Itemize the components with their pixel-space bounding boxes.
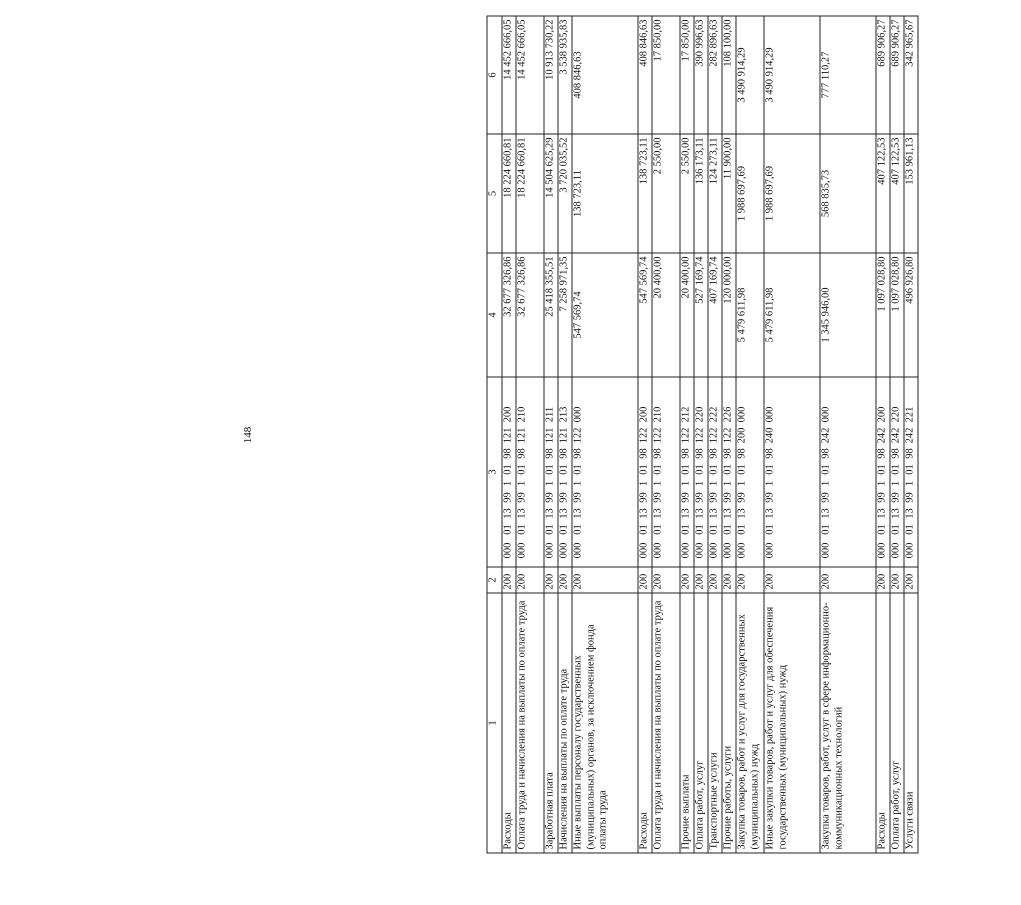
code-segment: 98 (876, 447, 888, 459)
header-row (487, 16, 502, 853)
row-name: Расходы (638, 593, 652, 853)
row-group-code: 200 (904, 567, 918, 593)
code-segment: 99 (722, 491, 734, 503)
row-value-col4: 527 169,74 (694, 253, 708, 377)
code-segment: 99 (890, 491, 902, 503)
code-segment: 01 (516, 523, 528, 535)
code-segment: 99 (572, 491, 584, 503)
code-segment: 99 (502, 491, 514, 503)
row-value-col6: 10 913 730,22 (544, 16, 558, 134)
code-segment: 13 (722, 507, 734, 519)
row-classification-code (904, 377, 918, 567)
row-classification-code (694, 377, 708, 567)
code-segment: 99 (516, 491, 528, 503)
table-row (502, 16, 516, 853)
row-classification-code (652, 377, 680, 567)
code-segment: 121 (558, 427, 570, 443)
code-segment: 000 (764, 542, 776, 558)
row-value-col4: 1 097 028,80 (890, 253, 904, 377)
row-value-col6: 3 490 914,29 (764, 16, 820, 134)
row-value-col5: 407 122,53 (876, 134, 890, 253)
code-segment: 121 (516, 427, 528, 443)
row-value-col4: 547 569,74 (572, 253, 638, 377)
code-segment: 01 (694, 463, 706, 475)
code-segment: 99 (736, 491, 748, 503)
row-value-col6: 689 906,27 (890, 16, 904, 134)
row-value-col6: 408 846,63 (572, 16, 638, 134)
row-group-code: 200 (694, 567, 708, 593)
code-segment: 01 (708, 463, 720, 475)
row-value-col4: 407 169,74 (708, 253, 722, 377)
code-segment: 122 (638, 427, 650, 443)
row-value-col4: 1 097 028,80 (876, 253, 890, 377)
code-segment: 99 (680, 491, 692, 503)
code-segment: 000 (708, 542, 720, 558)
code-segment: 1 (764, 480, 776, 486)
code-segment: 01 (694, 523, 706, 535)
code-segment: 01 (544, 463, 556, 475)
row-name: Расходы (876, 593, 890, 853)
table-row (638, 16, 652, 853)
code-segment: 98 (516, 447, 528, 459)
row-name: Транспортные услуги (708, 593, 722, 853)
code-segment: 000 (904, 542, 916, 558)
code-segment: 13 (764, 507, 776, 519)
code-segment: 01 (544, 523, 556, 535)
row-value-col5: 18 224 660,81 (502, 134, 516, 253)
code-segment: 99 (652, 491, 664, 503)
code-segment: 01 (736, 523, 748, 535)
row-value-col5: 1 988 697,69 (764, 134, 820, 253)
code-segment: 242 (876, 427, 888, 443)
code-segment: 98 (572, 447, 584, 459)
row-group-code: 200 (890, 567, 904, 593)
code-segment: 01 (876, 523, 888, 535)
code-segment: 121 (544, 427, 556, 443)
code-segment: 98 (820, 447, 832, 459)
code-segment: 01 (890, 523, 902, 535)
row-value-col5: 18 224 660,81 (516, 134, 544, 253)
row-value-col4: 1 345 946,00 (820, 253, 876, 377)
code-segment: 122 (652, 427, 664, 443)
row-classification-code (638, 377, 652, 567)
code-segment: 98 (638, 447, 650, 459)
code-segment: 01 (680, 463, 692, 475)
row-classification-code (680, 377, 694, 567)
code-segment: 98 (694, 447, 706, 459)
code-segment: 99 (904, 491, 916, 503)
code-segment: 01 (516, 463, 528, 475)
code-segment: 200 (736, 427, 748, 443)
row-value-col5: 153 961,13 (904, 134, 918, 253)
code-segment: 242 (904, 427, 916, 443)
table-row (572, 16, 638, 853)
code-segment: 1 (708, 480, 720, 486)
code-segment: 13 (516, 507, 528, 519)
row-classification-code (722, 377, 736, 567)
row-value-col4: 20 400,00 (680, 253, 694, 377)
row-group-code: 200 (736, 567, 764, 593)
table-row (516, 16, 544, 853)
code-segment: 000 (558, 542, 570, 558)
code-segment: 99 (764, 491, 776, 503)
code-segment: 13 (708, 507, 720, 519)
table-row (558, 16, 572, 853)
row-value-col6: 3 538 935,83 (558, 16, 572, 134)
code-segment: 13 (544, 507, 556, 519)
table-row (544, 16, 558, 853)
table-row (694, 16, 708, 853)
row-group-code: 200 (638, 567, 652, 593)
code-segment: 98 (708, 447, 720, 459)
code-segment: 01 (652, 463, 664, 475)
code-segment: 01 (890, 463, 902, 475)
row-value-col5: 3 720 035,52 (558, 134, 572, 253)
code-segment: 13 (638, 507, 650, 519)
row-group-code: 200 (572, 567, 638, 593)
row-group-code: 200 (708, 567, 722, 593)
code-segment: 000 (572, 406, 584, 422)
row-value-col6: 408 846,63 (638, 16, 652, 134)
code-segment: 01 (558, 523, 570, 535)
code-segment: 121 (502, 427, 514, 443)
row-name: Закупка товаров, работ, услуг в сфере информационно-коммуникационных технологий (820, 593, 876, 853)
code-segment: 240 (764, 427, 776, 443)
row-classification-code (708, 377, 722, 567)
code-segment: 01 (638, 463, 650, 475)
row-classification-code (890, 377, 904, 567)
code-segment: 242 (890, 427, 902, 443)
code-segment: 98 (558, 447, 570, 459)
row-value-col5: 136 173,11 (694, 134, 708, 253)
row-name: Прочие работы, услуги (722, 593, 736, 853)
code-segment: 99 (876, 491, 888, 503)
code-segment: 98 (904, 447, 916, 459)
code-segment: 122 (722, 427, 734, 443)
row-classification-code (876, 377, 890, 567)
column-header: 2 (487, 567, 502, 593)
code-segment: 98 (890, 447, 902, 459)
code-segment: 200 (502, 406, 514, 422)
row-name: Иные выплаты персоналу государственных (муниципальных) органов, за исключением фонда оплаты труда (572, 593, 638, 853)
row-value-col5: 138 723,11 (638, 134, 652, 253)
code-segment: 99 (558, 491, 570, 503)
table-row (652, 16, 680, 853)
code-segment: 1 (904, 480, 916, 486)
code-segment: 213 (558, 406, 570, 422)
code-segment: 210 (516, 406, 528, 422)
row-value-col4: 5 479 611,98 (764, 253, 820, 377)
code-segment: 000 (890, 542, 902, 558)
code-segment: 01 (722, 523, 734, 535)
code-segment: 122 (694, 427, 706, 443)
code-segment: 242 (820, 427, 832, 443)
column-header: 3 (487, 377, 502, 567)
code-segment: 000 (722, 542, 734, 558)
code-segment: 1 (680, 480, 692, 486)
table-row (890, 16, 904, 853)
code-segment: 000 (764, 406, 776, 422)
row-group-code: 200 (876, 567, 890, 593)
code-segment: 98 (722, 447, 734, 459)
code-segment: 13 (820, 507, 832, 519)
row-name: Услуги связи (904, 593, 918, 853)
row-classification-code (544, 377, 558, 567)
table-row (904, 16, 918, 853)
code-segment: 1 (516, 480, 528, 486)
row-group-code: 200 (652, 567, 680, 593)
row-value-col5: 11 900,00 (722, 134, 736, 253)
row-value-col5: 407 122,53 (890, 134, 904, 253)
table-row (708, 16, 722, 853)
code-segment: 98 (764, 447, 776, 459)
row-value-col5: 568 835,73 (820, 134, 876, 253)
code-segment: 01 (764, 523, 776, 535)
code-segment: 220 (890, 406, 902, 422)
row-classification-code (736, 377, 764, 567)
row-group-code: 200 (502, 567, 516, 593)
code-segment: 01 (722, 463, 734, 475)
row-name: Начисления на выплаты по оплате труда (558, 593, 572, 853)
code-segment: 122 (708, 427, 720, 443)
code-segment: 98 (652, 447, 664, 459)
row-group-code: 200 (544, 567, 558, 593)
column-header: 6 (487, 16, 502, 134)
row-group-code: 200 (820, 567, 876, 593)
row-group-code: 200 (558, 567, 572, 593)
row-value-col4: 7 258 971,35 (558, 253, 572, 377)
code-segment: 210 (652, 406, 664, 422)
table-row (876, 16, 890, 853)
code-segment: 200 (638, 406, 650, 422)
row-name: Закупка товаров, работ и услуг для государственных (муниципальных) нужд (736, 593, 764, 853)
row-classification-code (502, 377, 516, 567)
code-segment: 200 (876, 406, 888, 422)
row-value-col6: 390 996,63 (694, 16, 708, 134)
row-value-col4: 25 418 355,51 (544, 253, 558, 377)
code-segment: 000 (544, 542, 556, 558)
code-segment: 98 (544, 447, 556, 459)
code-segment: 211 (544, 406, 556, 422)
code-segment: 01 (904, 463, 916, 475)
code-segment: 1 (722, 480, 734, 486)
table-row (680, 16, 694, 853)
row-value-col4: 32 677 326,86 (516, 253, 544, 377)
code-segment: 01 (572, 463, 584, 475)
code-segment: 1 (694, 480, 706, 486)
code-segment: 01 (680, 523, 692, 535)
code-segment: 000 (572, 542, 584, 558)
row-name: Оплата работ, услуг (694, 593, 708, 853)
code-segment: 222 (708, 406, 720, 422)
code-segment: 13 (694, 507, 706, 519)
code-segment: 1 (558, 480, 570, 486)
code-segment: 01 (572, 523, 584, 535)
code-segment: 13 (502, 507, 514, 519)
code-segment: 01 (820, 523, 832, 535)
row-classification-code (764, 377, 820, 567)
code-segment: 01 (820, 463, 832, 475)
code-segment: 01 (502, 523, 514, 535)
row-value-col6: 14 452 666,05 (502, 16, 516, 134)
code-segment: 1 (652, 480, 664, 486)
code-segment: 13 (572, 507, 584, 519)
row-value-col4: 32 677 326,86 (502, 253, 516, 377)
row-name: Расходы (502, 593, 516, 853)
table-row (764, 16, 820, 853)
row-value-col6: 282 896,63 (708, 16, 722, 134)
code-segment: 221 (904, 406, 916, 422)
code-segment: 1 (502, 480, 514, 486)
row-value-col4: 5 479 611,98 (736, 253, 764, 377)
row-classification-code (516, 377, 544, 567)
row-value-col4: 547 569,74 (638, 253, 652, 377)
row-name: Иные закупки товаров, работ и услуг для обеспечения государственных (муниципальных) нужд (764, 593, 820, 853)
row-value-col5: 124 273,11 (708, 134, 722, 253)
row-name: Оплата труда и начисления на выплаты по оплате труда (652, 593, 680, 853)
row-value-col5: 14 504 625,29 (544, 134, 558, 253)
code-segment: 220 (694, 406, 706, 422)
code-segment: 000 (516, 542, 528, 558)
table-row (820, 16, 876, 853)
table-row (722, 16, 736, 853)
code-segment: 01 (876, 463, 888, 475)
code-segment: 98 (680, 447, 692, 459)
column-header: 4 (487, 253, 502, 377)
code-segment: 000 (876, 542, 888, 558)
row-value-col5: 2 550,00 (652, 134, 680, 253)
page-number: 148 (242, 426, 254, 444)
row-value-col5: 138 723,11 (572, 134, 638, 253)
code-segment: 99 (820, 491, 832, 503)
row-group-code: 200 (680, 567, 694, 593)
row-value-col4: 496 926,80 (904, 253, 918, 377)
row-name: Прочие выплаты (680, 593, 694, 853)
code-segment: 000 (652, 542, 664, 558)
row-value-col6: 3 490 914,29 (736, 16, 764, 134)
code-segment: 01 (558, 463, 570, 475)
row-value-col6: 689 906,27 (876, 16, 890, 134)
code-segment: 99 (694, 491, 706, 503)
row-name: Оплата работ, услуг (890, 593, 904, 853)
code-segment: 122 (572, 427, 584, 443)
code-segment: 000 (820, 542, 832, 558)
row-classification-code (558, 377, 572, 567)
table-body (487, 16, 918, 853)
code-segment: 01 (904, 523, 916, 535)
table-row (736, 16, 764, 853)
row-name: Оплата труда и начисления на выплаты по оплате труда (516, 593, 544, 853)
code-segment: 1 (638, 480, 650, 486)
row-group-code: 200 (764, 567, 820, 593)
code-segment: 000 (694, 542, 706, 558)
code-segment: 98 (502, 447, 514, 459)
code-segment: 1 (820, 480, 832, 486)
code-segment: 1 (572, 480, 584, 486)
code-segment: 98 (736, 447, 748, 459)
code-segment: 13 (680, 507, 692, 519)
code-segment: 13 (736, 507, 748, 519)
code-segment: 13 (652, 507, 664, 519)
code-segment: 000 (820, 406, 832, 422)
code-segment: 1 (890, 480, 902, 486)
code-segment: 000 (736, 406, 748, 422)
code-segment: 000 (502, 542, 514, 558)
code-segment: 000 (736, 542, 748, 558)
row-value-col5: 2 550,00 (680, 134, 694, 253)
column-header: 5 (487, 134, 502, 253)
row-classification-code (820, 377, 876, 567)
code-segment: 99 (708, 491, 720, 503)
code-segment: 122 (680, 427, 692, 443)
code-segment: 13 (904, 507, 916, 519)
code-segment: 13 (876, 507, 888, 519)
code-segment: 000 (680, 542, 692, 558)
code-segment: 01 (708, 523, 720, 535)
code-segment: 01 (764, 463, 776, 475)
column-header: 1 (487, 593, 502, 853)
row-classification-code (572, 377, 638, 567)
code-segment: 99 (638, 491, 650, 503)
code-segment: 13 (890, 507, 902, 519)
code-segment: 01 (652, 523, 664, 535)
code-segment: 1 (544, 480, 556, 486)
code-segment: 000 (638, 542, 650, 558)
row-value-col6: 108 100,00 (722, 16, 736, 134)
row-value-col6: 777 110,27 (820, 16, 876, 134)
row-value-col6: 14 452 666,05 (516, 16, 544, 134)
row-value-col6: 342 965,67 (904, 16, 918, 134)
row-name: Заработная плата (544, 593, 558, 853)
code-segment: 226 (722, 406, 734, 422)
row-value-col4: 20 400,00 (652, 253, 680, 377)
row-value-col5: 1 988 697,69 (736, 134, 764, 253)
code-segment: 99 (544, 491, 556, 503)
row-value-col6: 17 850,00 (652, 16, 680, 134)
code-segment: 01 (736, 463, 748, 475)
row-value-col4: 120 000,00 (722, 253, 736, 377)
row-group-code: 200 (722, 567, 736, 593)
code-segment: 01 (638, 523, 650, 535)
code-segment: 212 (680, 406, 692, 422)
row-group-code: 200 (516, 567, 544, 593)
code-segment: 13 (558, 507, 570, 519)
code-segment: 1 (736, 480, 748, 486)
row-value-col6: 17 850,00 (680, 16, 694, 134)
budget-table (487, 15, 919, 853)
rotated-table-wrapper (487, 16, 1021, 853)
code-segment: 01 (502, 463, 514, 475)
code-segment: 1 (876, 480, 888, 486)
